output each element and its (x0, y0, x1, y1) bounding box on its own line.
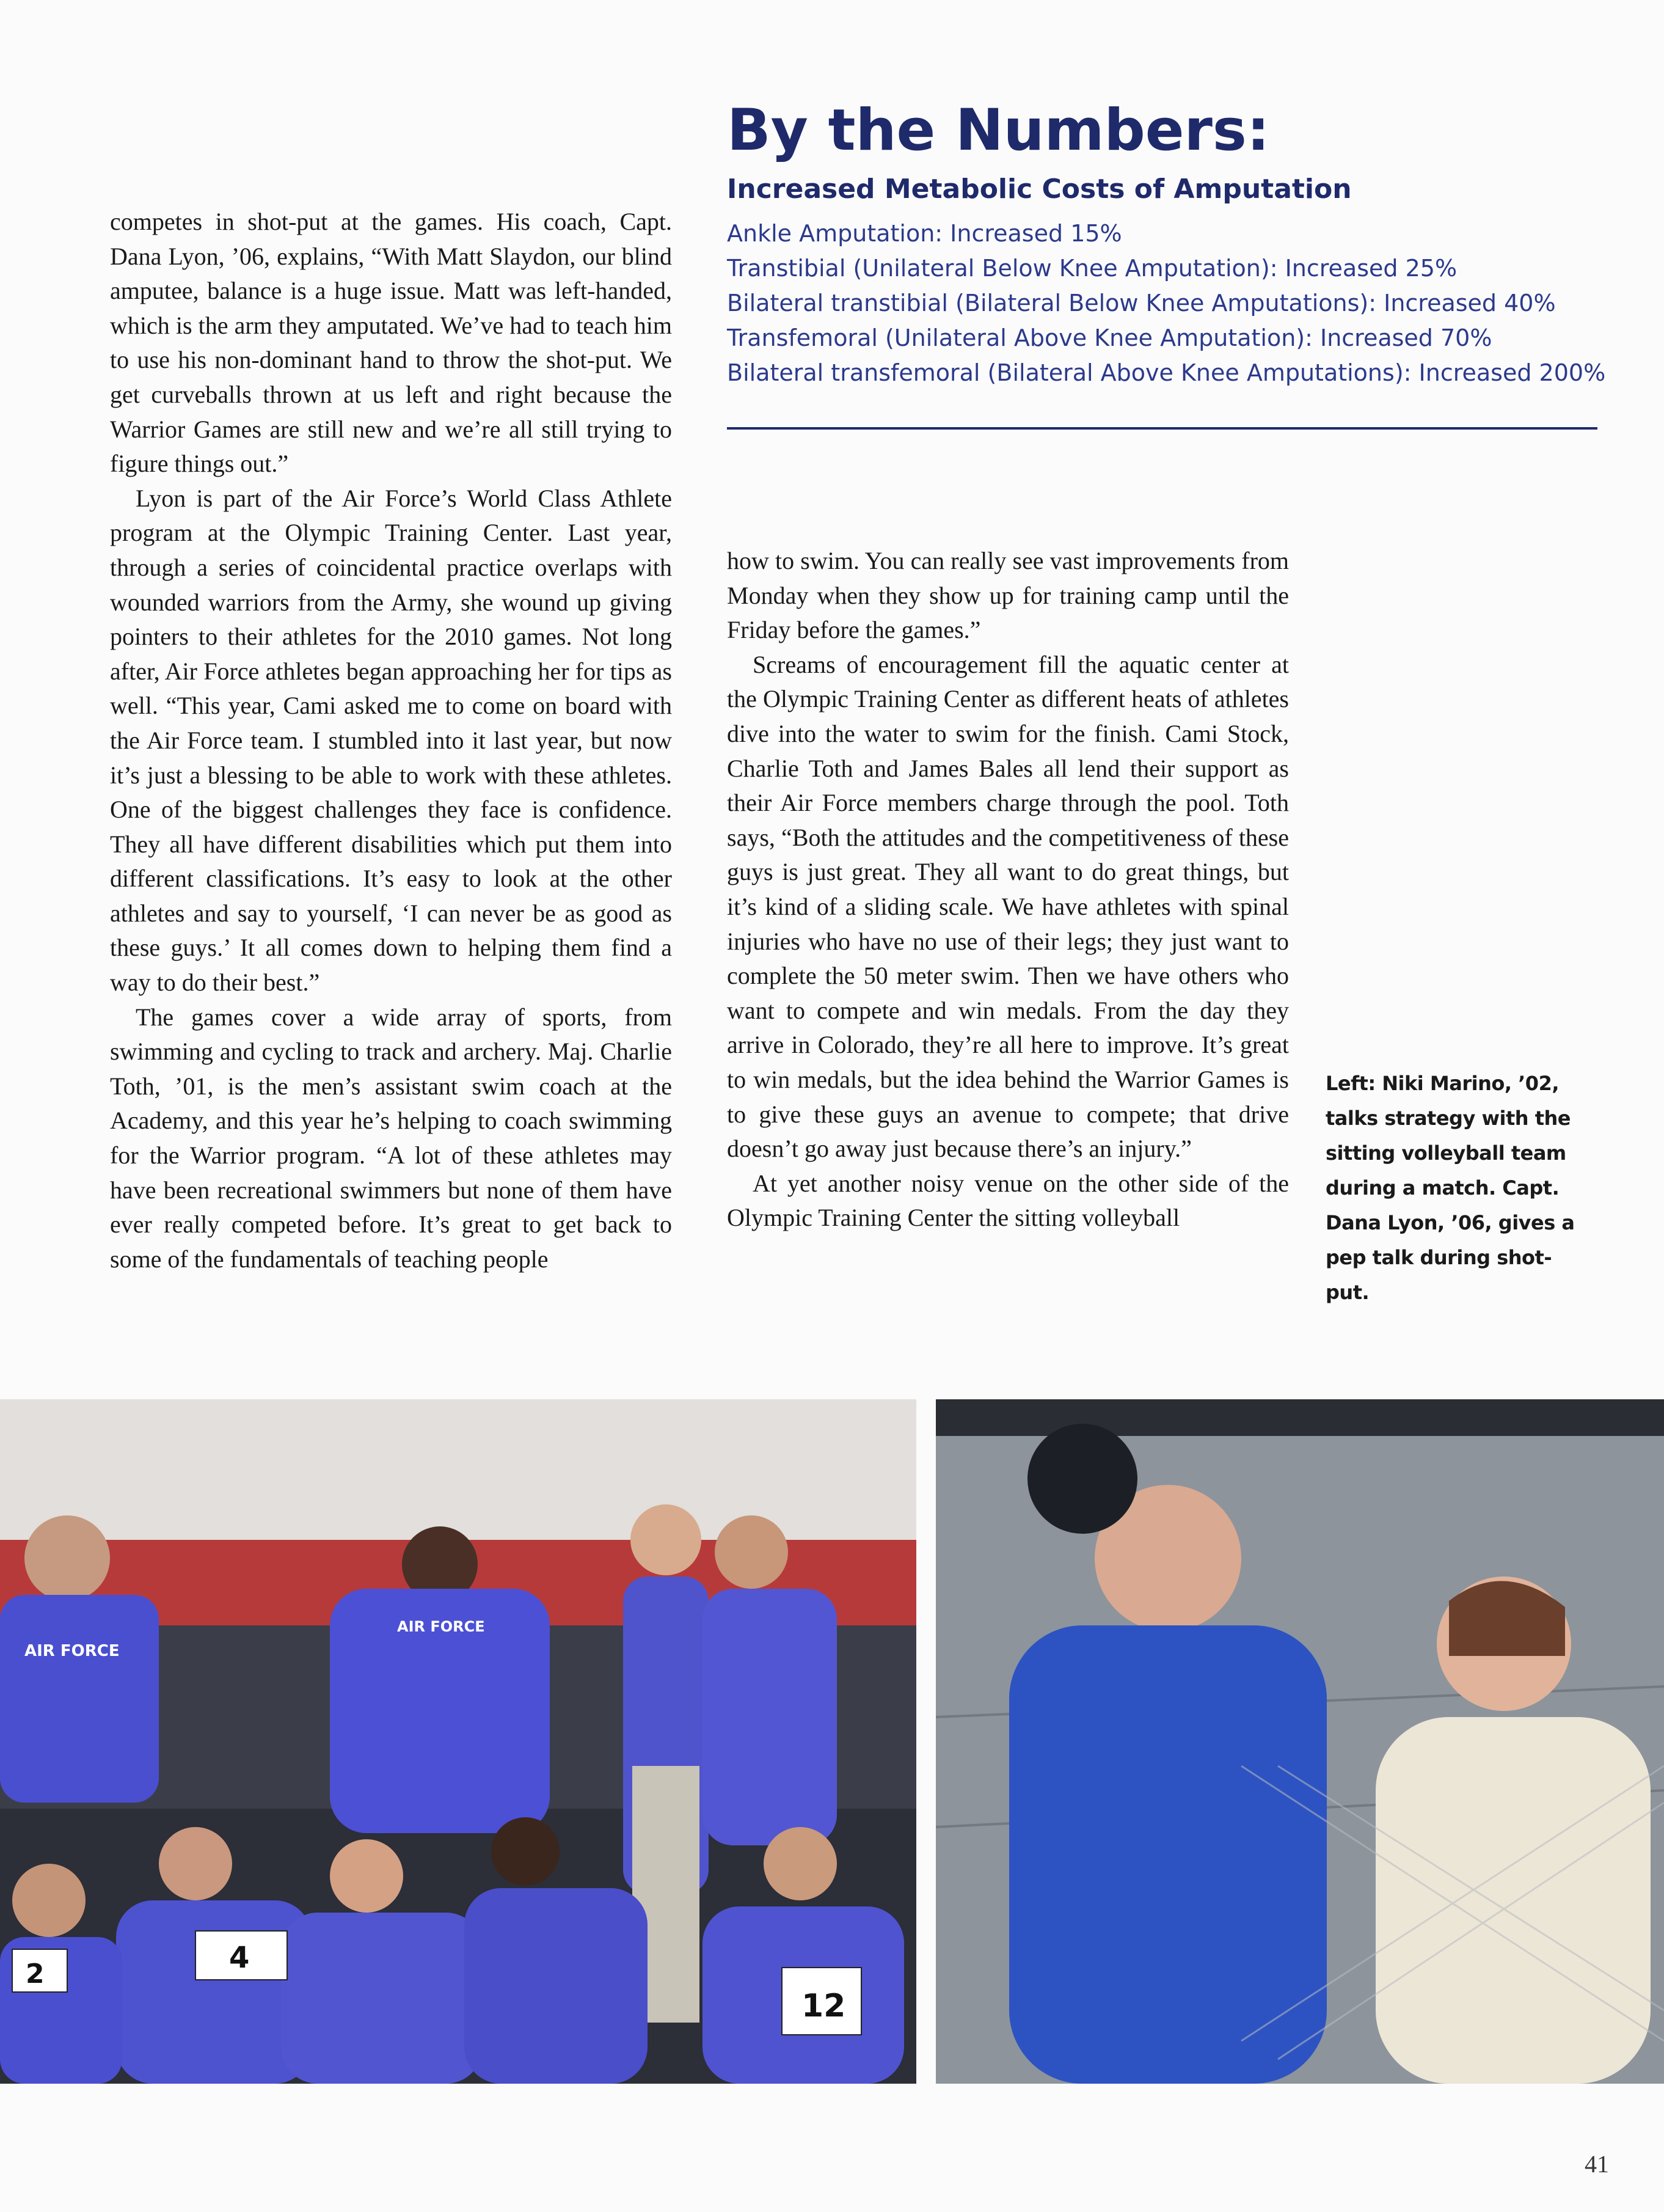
paragraph: The games cover a wide array of sports, from swimming and cycling to track and archery. Maj. Charlie Toth, ’01, is the men’s assistant swim coach at the Academy, and this year he’s helping to coach swimming for the Warrior program. “A lot of these athletes may have been recreational swimmers but none of them have ever really competed before. It’s great to get back to some of the fundamentals of teaching people (110, 1003, 672, 1273)
photo-shot-put-pep-talk (936, 1399, 1664, 2084)
bib-number: 12 (801, 1988, 846, 2024)
sidebar-title: By the Numbers: (727, 97, 1270, 164)
sidebar-list (727, 216, 1606, 390)
sidebar-rule (727, 427, 1597, 430)
bib-number: 4 (229, 1941, 250, 1975)
sidebar-subtitle: Increased Metabolic Costs of Amputation (727, 174, 1352, 205)
paragraph: At yet another noisy venue on the other side of the Olympic Training Center the sitting volleyball (727, 1169, 1289, 1232)
shirt-text: AIR FORCE (24, 1642, 120, 1660)
paragraph: Screams of encouragement fill the aquatic center at the Olympic Training Center as different heats of athletes dive into the water to swim for the finish. Cami Stock, Charlie Toth and James Bales all lend their support as their Air Force members charge through the pool. Toth says, “Both the attitudes and the competitiveness of these guys is just great. They all want to do great things, but it’s kind of a sliding scale. We have athletes with spinal injuries who have no use of their legs; they just want to complete the 50 meter swim. Then we have others who want to compete and win medals. From the day they arrive in Colorado, they’re all here to improve. It’s great to win medals, but the idea behind the Warrior Games is to give these guys an avenue to compete; that drive doesn’t go away just because there’s an injury.” (727, 650, 1289, 1163)
shirt-text: AIR FORCE (397, 1618, 485, 1635)
photo-volleyball-team (0, 1399, 916, 2084)
sidebar-item: Transfemoral (Unilateral Above Knee Amputation): Increased 70% (727, 324, 1492, 351)
photo-caption: Left: Niki Marino, ’02, talks strategy with the sitting volleyball team during a match. Capt. Dana Lyon, ’06, gives a pep talk during shot-put. (1326, 1072, 1575, 1304)
page-number: 41 (1585, 2150, 1609, 2178)
bib-number: 2 (26, 1958, 45, 1990)
volleyball-scene (0, 1399, 916, 2084)
pep-talk-scene (936, 1399, 1664, 2084)
sidebar-item: Ankle Amputation: Increased 15% (727, 220, 1122, 247)
paragraph: how to swim. You can really see vast improvements from Monday when they show up for training camp until the Friday before the games.” (727, 547, 1289, 644)
sidebar-item: Bilateral transtibial (Bilateral Below Knee Amputations): Increased 40% (727, 290, 1556, 317)
article-column-2 (727, 544, 1289, 1236)
by-the-numbers-sidebar (727, 97, 1606, 390)
sidebar-item: Transtibial (Unilateral Below Knee Amputation): Increased 25% (727, 255, 1458, 282)
paragraph: competes in shot-put at the games. His coach, Capt. Dana Lyon, ’06, explains, “With Matt Slaydon, our blind amputee, balance is a huge issue. Matt was left-handed, which is the arm they amputated. We’ve had to teach him to use his non-dominant hand to throw the shot-put. We get curveballs thrown at us left and right because the Warrior Games are still new and we’re all still trying to figure things out.” (110, 208, 672, 478)
article-column-1 (110, 205, 672, 1276)
sidebar-item: Bilateral transfemoral (Bilateral Above Knee Amputations): Increased 200% (727, 359, 1606, 386)
paragraph: Lyon is part of the Air Force’s World Class Athlete program at the Olympic Training Center. Last year, through a series of coincidental practice overlaps with wounded warriors from the Army, she wound up giving pointers to their athletes for the 2010 games. Not long after, Air Force athletes began approaching her for tips as well. “This year, Cami asked me to come on board with the Air Force team. I stumbled into it last year, but now it’s just a blessing to be able to work with these athletes. One of the biggest challenges they face is confidence. They all have different disabilities which put them into different classifications. It’s easy to look at the other athletes and say to yourself, ‘I can never be as good as these guys.’ It all comes down to helping them find a way to do their best.” (110, 484, 672, 997)
